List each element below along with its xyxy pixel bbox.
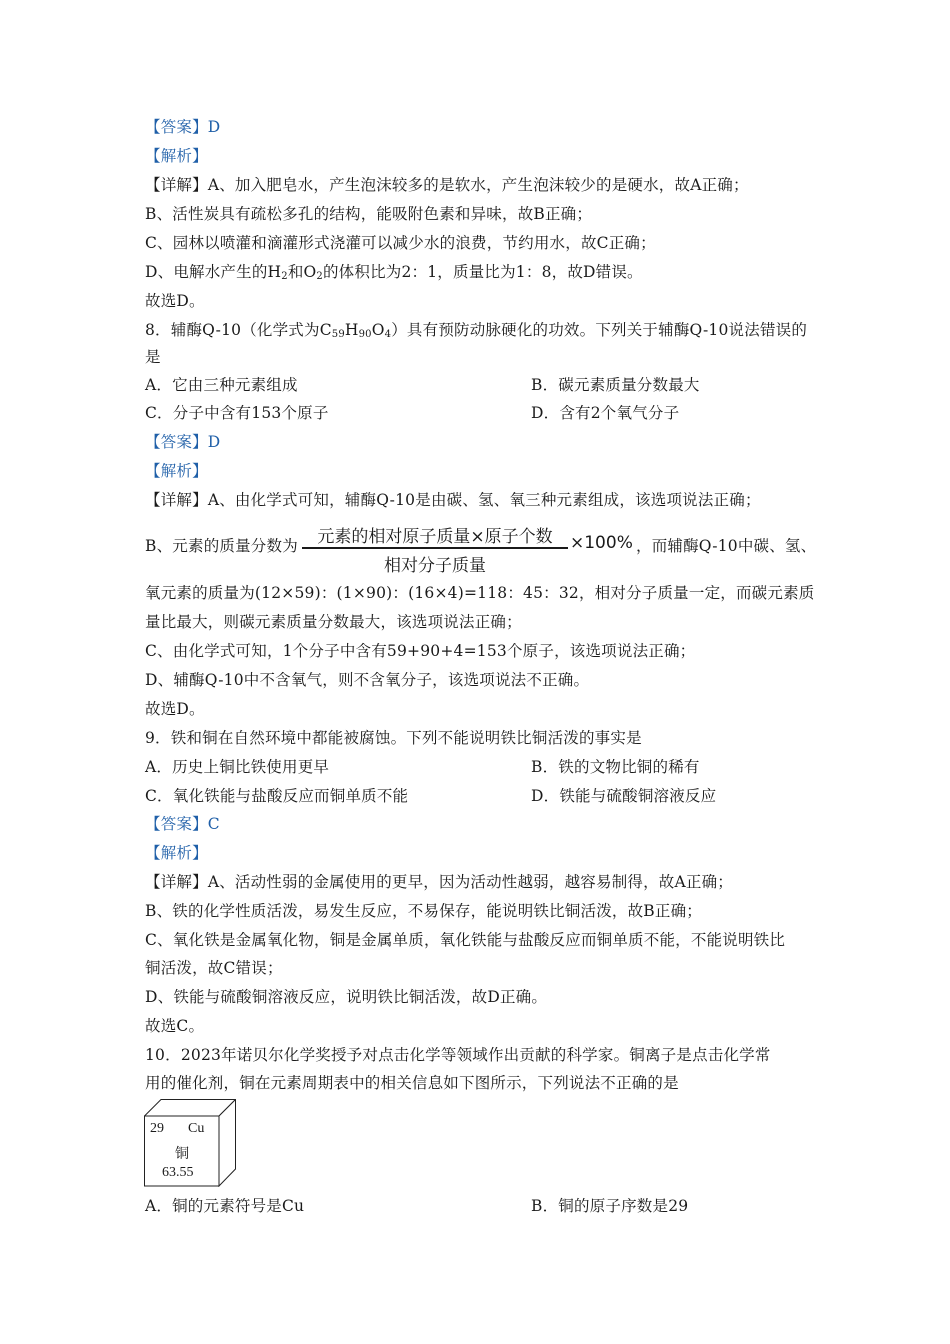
q7-detail-d-mid: 和O bbox=[287, 263, 317, 281]
q8-detail-a bbox=[145, 490, 761, 510]
q9-detail-b: B、铁的化学性质活泼，易发生反应，不易保存，能说明铁比铜活泼，故B正确； bbox=[145, 902, 702, 920]
fraction-multiplier: ×100% bbox=[570, 533, 633, 553]
q8-option-a: A．它由三种元素组成 bbox=[145, 376, 298, 394]
q9-detail-d: D、铁能与硫酸铜溶液反应，说明铁比铜活泼，故D正确。 bbox=[145, 988, 548, 1006]
q9-detail-tag: 【详解】 bbox=[145, 873, 208, 891]
q7-detail-c: C、园林以喷灌和滴灌形式浇灌可以减少水的浪费，节约用水，故C正确； bbox=[145, 234, 656, 252]
element-symbol: Cu bbox=[188, 1121, 205, 1136]
q8-stem-pre: 8．辅酶Q-10（化学式为C bbox=[145, 321, 332, 339]
h-symbol: H bbox=[344, 321, 359, 339]
o2-subscript: 2 bbox=[316, 271, 323, 282]
c-subscript: 59 bbox=[331, 329, 345, 340]
q8-detail-tag: 【详解】 bbox=[145, 491, 208, 509]
q7-detail-tag: 【详解】 bbox=[145, 176, 208, 194]
q8-detail-b-post: ，而辅酶Q-10中碳、氢、 bbox=[636, 537, 817, 555]
q8-stem bbox=[145, 320, 807, 340]
q8-detail-d: D、辅酶Q-10中不含氧气，则不含氧分子，该选项说法不正确。 bbox=[145, 671, 590, 689]
o-subscript: 4 bbox=[384, 329, 392, 340]
mass-fraction-formula bbox=[300, 518, 570, 576]
q10-stem-line2: 用的催化剂，铜在元素周期表中的相关信息如下图所示，下列说法不正确的是 bbox=[145, 1074, 679, 1092]
fraction-numerator: 元素的相对原子质量×原子个数 bbox=[317, 527, 553, 547]
q9-detail-c-line1: C、氧化铁是金属氧化物，铜是金属单质，氧化铁能与盐酸反应而铜单质不能，不能说明铁比 bbox=[145, 931, 786, 949]
q8-answer: 【答案】D bbox=[145, 433, 221, 451]
q8-stem-post: ）具有预防动脉硬化的功效。下列关于辅酶Q-10说法错误的 bbox=[391, 321, 808, 339]
q7-answer: 【答案】D bbox=[145, 118, 221, 136]
q8-option-d: D．含有2个氧气分子 bbox=[531, 404, 680, 422]
q8-stem-line2: 是 bbox=[145, 348, 161, 366]
q9-option-c: C．氧化铁能与盐酸反应而铜单质不能 bbox=[145, 787, 409, 805]
q7-detail-d-pre: D、电解水产生的H bbox=[145, 263, 282, 281]
q9-option-a: A．历史上铜比铁使用更早 bbox=[145, 758, 330, 776]
q9-conclusion: 故选C。 bbox=[145, 1017, 205, 1035]
q7-detail-a-text: A、加入肥皂水，产生泡沫较多的是软水，产生泡沫较少的是硬水，故A正确； bbox=[207, 176, 749, 194]
q9-detail-c-line2: 铜活泼，故C错误； bbox=[145, 959, 283, 977]
q9-stem: 9．铁和铜在自然环境中都能被腐蚀。下列不能说明铁比铜活泼的事实是 bbox=[145, 729, 642, 747]
h-subscript: 90 bbox=[358, 329, 372, 340]
q8-conclusion: 故选D。 bbox=[145, 700, 205, 718]
h2-subscript: 2 bbox=[281, 271, 288, 282]
q7-conclusion: 故选D。 bbox=[145, 292, 205, 310]
q7-detail-d bbox=[145, 262, 643, 282]
q9-option-b: B．铁的文物比铜的稀有 bbox=[531, 758, 700, 776]
q9-answer: 【答案】C bbox=[145, 815, 220, 833]
q8-option-b: B．碳元素质量分数最大 bbox=[531, 376, 700, 394]
fraction-denominator: 相对分子质量 bbox=[384, 556, 486, 576]
q8-option-c: C．分子中含有153个原子 bbox=[145, 404, 329, 422]
element-name: 铜 bbox=[175, 1147, 189, 1162]
q8-analysis-label: 【解析】 bbox=[145, 462, 208, 480]
q8-detail-c: C、由化学式可知，1个分子中含有59+90+4=153个原子，该选项说法正确； bbox=[145, 642, 696, 660]
atomic-number: 29 bbox=[150, 1121, 164, 1136]
periodic-table-cell bbox=[144, 1099, 236, 1187]
relative-atomic-mass: 63.55 bbox=[162, 1165, 194, 1180]
q9-option-d: D．铁能与硫酸铜溶液反应 bbox=[531, 787, 717, 805]
o-symbol: O bbox=[371, 321, 385, 339]
q9-detail-a bbox=[145, 872, 733, 892]
q7-detail-b: B、活性炭具有疏松多孔的结构，能吸附色素和异味，故B正确； bbox=[145, 205, 593, 223]
q10-stem-line1: 10．2023年诺贝尔化学奖授予对点击化学等领域作出贡献的科学家。铜离子是点击化学常 bbox=[145, 1046, 771, 1064]
q7-detail-d-post: 的体积比为2：1，质量比为1：8，故D错误。 bbox=[322, 263, 643, 281]
q8-detail-b-pre: B、元素的质量分数为 bbox=[145, 537, 298, 555]
q8-detail-a-text: A、由化学式可知，辅酶Q-10是由碳、氢、氧三种元素组成，该选项说法正确； bbox=[207, 491, 761, 509]
q10-option-b: B．铜的原子序数是29 bbox=[531, 1197, 689, 1215]
q7-analysis-label: 【解析】 bbox=[145, 147, 208, 165]
q9-analysis-label: 【解析】 bbox=[145, 844, 208, 862]
q8-detail-b-line2: 氧元素的质量为(12×59)：(1×90)：(16×4)=118：45：32，相对分子质量一定，而碳元素质 bbox=[145, 584, 815, 602]
q9-detail-a-text: A、活动性弱的金属使用的更早，因为活动性越弱，越容易制得，故A正确； bbox=[207, 873, 734, 891]
q8-detail-b-line3: 量比最大，则碳元素质量分数最大，该选项说法正确； bbox=[145, 613, 522, 631]
q10-option-a: A．铜的元素符号是Cu bbox=[145, 1197, 305, 1215]
fraction-bar bbox=[302, 547, 568, 549]
q7-detail-a bbox=[145, 175, 749, 195]
